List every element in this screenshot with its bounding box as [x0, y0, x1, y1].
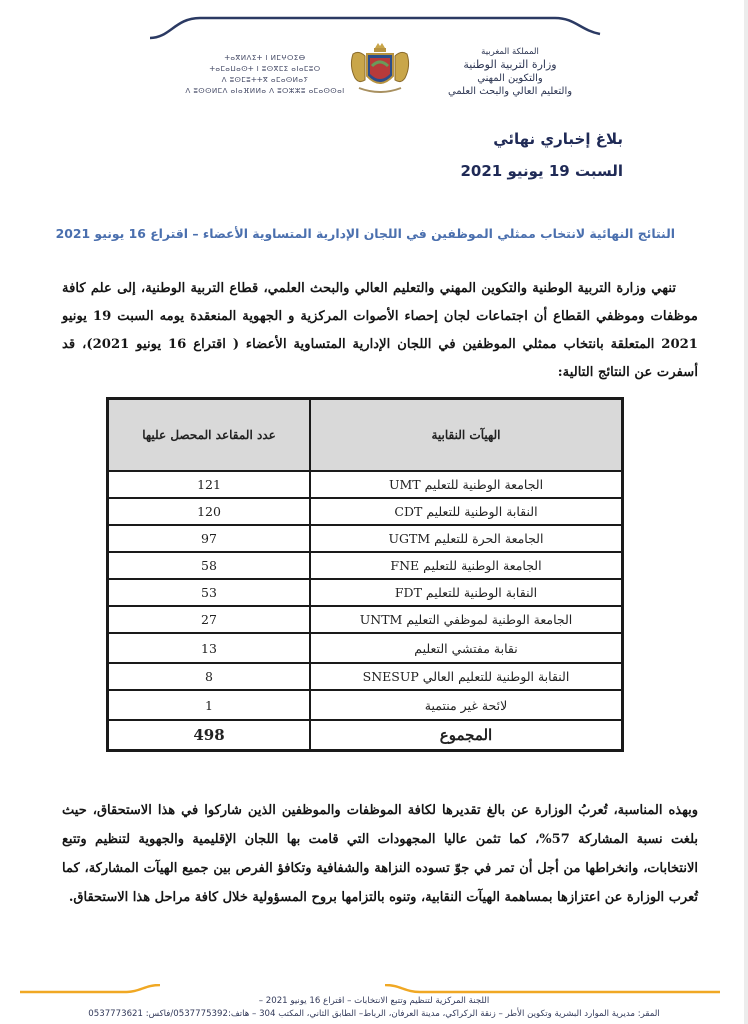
- organization-cell: النقابة الوطنية للتعليم FDT: [310, 579, 623, 606]
- organization-cell: النقابة الوطنية للتعليم CDT: [310, 498, 623, 525]
- table-row: [108, 552, 623, 579]
- footer-address: المقر: مديرية الموارد البشرية وتكوين الأطر – زنقة الركراكي، مدينة العرفان، الرباط– الطابق الثاني، المكتب 304 – هاتف:0537775392/فاكس: 0537773621: [88, 1009, 660, 1019]
- moroccan-coat-of-arms-icon: [345, 40, 415, 100]
- column-header-seats: عدد المقاعد المحصل عليها: [108, 399, 311, 472]
- footer: [0, 995, 748, 1021]
- amazigh-line: ⵜⴰⴳⵍⴷⵉⵜ ⵏ ⵍⵎⵖⵔⵉⴱ: [224, 53, 306, 62]
- organization-cell: نقابة مفتشي التعليم: [310, 633, 623, 663]
- column-header-organization: الهيآت النقابية: [310, 399, 623, 472]
- table-row: [108, 690, 623, 720]
- seats-cell: 27: [108, 606, 311, 633]
- kingdom-name: المملكة المغربية: [481, 47, 539, 57]
- seats-cell: 13: [108, 633, 311, 663]
- seats-cell: 121: [108, 471, 311, 498]
- closing-paragraph: وبهذه المناسبة، تُعربُ الوزارة عن بالغ تقديرها لكافة الموظفات والموظفين الذين شاركوا في هذا الاستحقاق، حيث بلغت نسبة المشاركة 57%، كما تثمن عاليا المجهودات التي قامت بها اللجان الإقليمية والجهوية لتنظيم وتتبع الانتخابات، وانخراطها من أجل أن تمر في جوّ تسوده النزاهة والشفافية وتكافؤ الفرص بين جميع الهيآت المشاركة، كما تُعرب الوزارة عن اعتزازها بمساهمة الهيآت النقابية، وتنوه بالتزامها بروح المسؤولية خلال كافة مراحل هذا الاستحقاق.: [62, 803, 698, 905]
- table-row: [108, 633, 623, 663]
- seats-cell: 120: [108, 498, 311, 525]
- ministry-name-line: والتعليم العالي والبحث العلمي: [447, 86, 573, 97]
- organization-cell: الجامعة الوطنية للتعليم UMT: [310, 471, 623, 498]
- election-results-table: [106, 397, 624, 752]
- total-seats: 498: [108, 720, 311, 751]
- document-title: النتائج النهائية لانتخاب ممثلي الموظفين في اللجان الإدارية المتساوية الأعضاء – اقتراع 16 يونيو 2021: [55, 226, 675, 241]
- table-total-row: [108, 720, 623, 751]
- document-type: بلاغ إخباري نهائي: [493, 130, 623, 148]
- seats-cell: 8: [108, 663, 311, 690]
- seats-cell: 97: [108, 525, 311, 552]
- table-header-row: [108, 399, 623, 472]
- intro-paragraph: تنهي وزارة التربية الوطنية والتكوين المهني والتعليم العالي والبحث العلمي، قطاع التربية الوطنية، إلى علم كافة موظفات وموظفي القطاع أن اجتماعات لجان إحصاء الأصوات المركزية و الجهوية المنعقدة يومه السبت 19 يونيو 2021 المتعلقة بانتخاب ممثلي الموظفين في اللجان الإدارية المتساوية الأعضاء ( اقتراع 16 يونيو 2021)، قد أسفرت عن النتائج التالية:: [62, 281, 698, 380]
- document-date: السبت 19 يونيو 2021: [460, 162, 623, 180]
- table-row: [108, 606, 623, 633]
- page-edge: [744, 0, 748, 1024]
- organization-cell: الجامعة الوطنية للتعليم FNE: [310, 552, 623, 579]
- table-row: [108, 471, 623, 498]
- seats-cell: 1: [108, 690, 311, 720]
- footer-committee: اللجنة المركزية لتنظيم وتتبع الانتخابات – اقتراع 16 يونيو 2021 –: [258, 996, 490, 1006]
- organization-cell: لائحة غير منتمية: [310, 690, 623, 720]
- amazigh-line: ⵜⴰⵎⴰⵡⴰⵙⵜ ⵏ ⵓⵙⴳⵎⵉ ⴰⵏⴰⵎⵓⵔ: [209, 64, 321, 73]
- total-label: المجموع: [310, 720, 623, 751]
- table-row: [108, 498, 623, 525]
- arabic-ministry-name: [420, 46, 600, 99]
- amazigh-line: ⴷ ⵓⵙⵎⵓⵜⵜⴳ ⴰⵎⴰⵙⵍⴰⵢ: [221, 75, 309, 84]
- amazigh-line: ⴷ ⵓⵙⵙⵍⵎⴷ ⴰⵏⴰⴼⵍⵍⴰ ⴷ ⵓⵔⵣⵣⵓ ⴰⵎⴰⵙⵙⴰⵏ: [185, 86, 345, 95]
- organization-cell: الجامعة الحرة للتعليم UGTM: [310, 525, 623, 552]
- seats-cell: 58: [108, 552, 311, 579]
- organization-cell: النقابة الوطنية للتعليم العالي SNESUP: [310, 663, 623, 690]
- table-row: [108, 663, 623, 690]
- ministry-name-line: وزارة التربية الوطنية: [463, 58, 557, 71]
- seats-cell: 53: [108, 579, 311, 606]
- ministry-name-line: والتكوين المهني: [477, 73, 543, 84]
- table-row: [108, 525, 623, 552]
- letterhead: [0, 30, 748, 106]
- amazigh-ministry-name: [175, 52, 355, 96]
- table-row: [108, 579, 623, 606]
- organization-cell: الجامعة الوطنية لموظفي التعليم UNTM: [310, 606, 623, 633]
